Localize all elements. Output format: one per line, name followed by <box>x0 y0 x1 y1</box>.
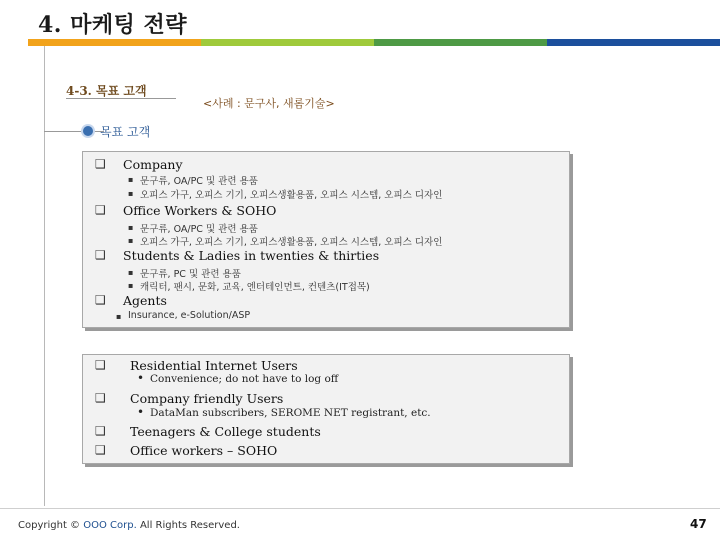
group-heading: Agents <box>123 293 167 308</box>
brand-name: OOO Corp. <box>83 520 137 531</box>
checkbox-icon: ❑ <box>95 293 106 307</box>
group-heading: Residential Internet Users <box>130 358 298 373</box>
square-bullet-icon: ▪ <box>128 268 134 277</box>
checkbox-icon: ❑ <box>95 203 106 217</box>
copyright-prefix: Copyright © <box>18 520 81 531</box>
group-heading: Office workers – SOHO <box>130 443 278 458</box>
section-connector <box>44 131 104 132</box>
color-segment-orange <box>28 39 201 46</box>
square-bullet-icon: ▪ <box>128 189 134 198</box>
group-heading: Company <box>123 157 183 172</box>
group-heading: Students & Ladies in twenties & thirties <box>123 248 380 263</box>
color-segment-lightgreen <box>201 39 374 46</box>
section-label: 목표 고객 <box>100 125 151 139</box>
copyright <box>18 520 240 531</box>
page-number: 47 <box>690 517 707 531</box>
checkbox-icon: ❑ <box>95 391 106 405</box>
group-heading: Teenagers & College students <box>130 424 321 439</box>
list-item: 캐릭터, 팬시, 문화, 교육, 엔터테인먼트, 컨텐츠(IT접목) <box>140 282 370 293</box>
dot-bullet-icon: • <box>137 371 145 385</box>
square-bullet-icon: ▪ <box>128 223 134 232</box>
vertical-guide-line <box>44 46 45 506</box>
list-item: 오피스 가구, 오피스 기기, 오피스생활용품, 오피스 시스템, 오피스 디자인 <box>140 237 443 248</box>
list-item: 문구류, OA/PC 및 관련 용품 <box>140 224 258 235</box>
header-color-bar <box>28 39 720 46</box>
footer-divider <box>0 508 720 509</box>
list-item: DataMan subscribers, SEROME NET registrant, etc. <box>150 407 431 419</box>
group-heading: Company friendly Users <box>130 391 284 406</box>
page-title: 4. 마케팅 전략 <box>38 12 188 38</box>
list-item: Convenience; do not have to log off <box>150 373 339 385</box>
list-item: Insurance, e-Solution/ASP <box>128 310 251 321</box>
square-bullet-icon: ▪ <box>128 236 134 245</box>
color-segment-green <box>374 39 547 46</box>
color-segment-blue <box>547 39 720 46</box>
square-bullet-icon: ▪ <box>128 281 134 290</box>
section-bullet-icon <box>83 126 93 136</box>
group-heading: Office Workers & SOHO <box>123 203 277 218</box>
dot-bullet-icon: • <box>137 405 145 419</box>
list-item: 문구류, PC 및 관련 용품 <box>140 269 241 280</box>
checkbox-icon: ❑ <box>95 424 106 438</box>
checkbox-icon: ❑ <box>95 157 106 171</box>
square-bullet-icon: ▪ <box>116 312 122 321</box>
list-item: 오피스 가구, 오피스 기기, 오피스생활용품, 오피스 시스템, 오피스 디자인 <box>140 190 443 201</box>
square-bullet-icon: ▪ <box>128 175 134 184</box>
rights-text: All Rights Reserved. <box>139 520 240 531</box>
checkbox-icon: ❑ <box>95 358 106 372</box>
checkbox-icon: ❑ <box>95 443 106 457</box>
subsection-underline <box>66 98 176 99</box>
example-note: <사례 : 문구사, 새롬기술> <box>203 97 335 110</box>
checkbox-icon: ❑ <box>95 248 106 262</box>
list-item: 문구류, OA/PC 및 관련 용품 <box>140 176 258 187</box>
subsection-title: 4-3. 목표 고객 <box>66 84 147 98</box>
